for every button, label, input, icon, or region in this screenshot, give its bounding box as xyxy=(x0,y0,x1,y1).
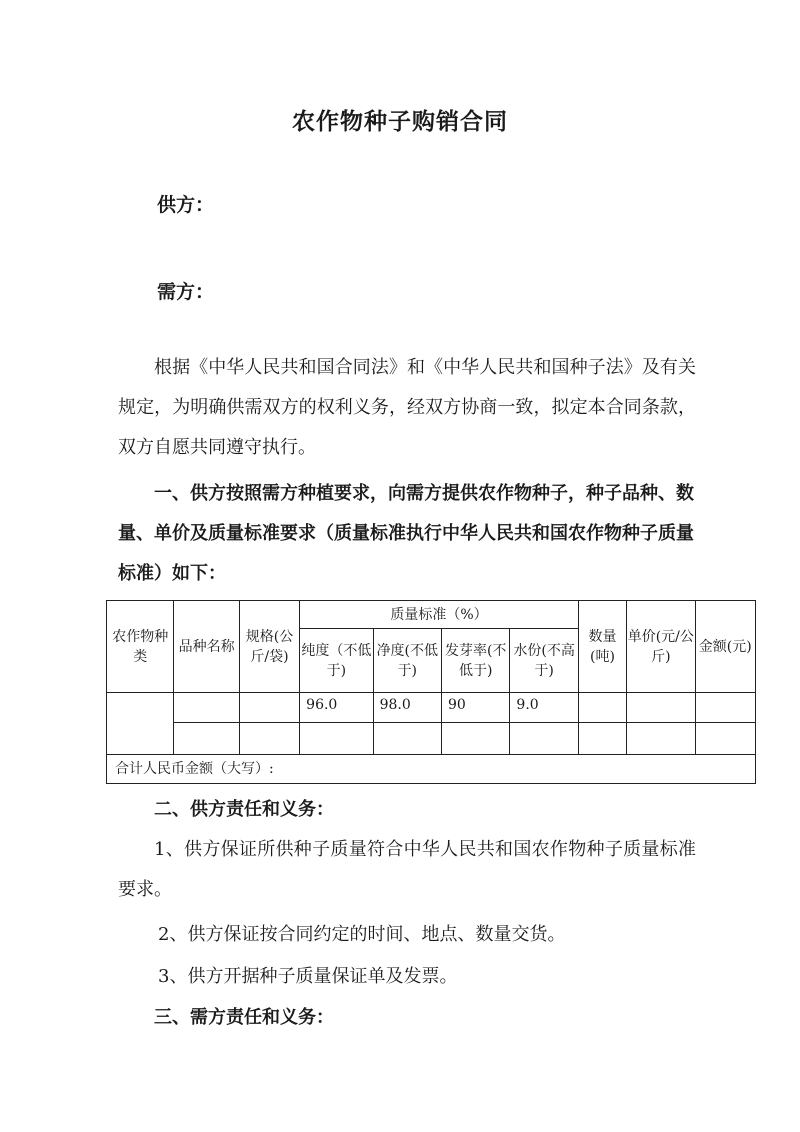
supplier-label: 供方： xyxy=(157,194,215,216)
header-purity: 纯度（不低于) xyxy=(300,629,373,693)
header-unit-price: 单价(元/公斤) xyxy=(627,601,695,693)
total-amount-row: 合计人民币金额（大写）: xyxy=(107,755,756,784)
header-amount: 金额(元) xyxy=(695,601,755,693)
buyer-label: 需方： xyxy=(157,281,215,303)
cell-amount xyxy=(695,693,755,723)
cell-clarity xyxy=(373,723,441,755)
header-variety: 品种名称 xyxy=(174,601,239,693)
cell-unit-price xyxy=(627,723,695,755)
cell-crop xyxy=(107,693,174,755)
cell-purity xyxy=(300,723,373,755)
header-quantity: 数量(吨) xyxy=(578,601,626,693)
cell-unit-price xyxy=(627,693,695,723)
cell-moisture: 9.0 xyxy=(510,693,578,723)
header-moisture: 水份(不高于) xyxy=(510,629,578,693)
section-3-heading: 三、需方责任和义务： xyxy=(154,1007,334,1028)
document-title: 农作物种子购销合同 xyxy=(292,109,508,135)
cell-clarity: 98.0 xyxy=(373,693,441,723)
cell-quantity xyxy=(578,723,626,755)
cell-purity: 96.0 xyxy=(300,693,373,723)
cell-quantity xyxy=(578,693,626,723)
cell-amount xyxy=(695,723,755,755)
section-2-item-3: 3、供方开据种子质量保证单及发票。 xyxy=(158,966,458,987)
header-crop: 农作物种类 xyxy=(107,601,174,693)
header-clarity: 净度(不低于) xyxy=(373,629,441,693)
table-row xyxy=(107,693,756,723)
cell-variety xyxy=(174,723,239,755)
cell-germination xyxy=(442,723,510,755)
cell-spec xyxy=(239,693,299,723)
table-row xyxy=(107,723,756,755)
seed-table xyxy=(106,600,756,784)
header-spec: 规格(公斤/袋) xyxy=(239,601,299,693)
cell-variety xyxy=(174,693,239,723)
section-2-item-2: 2、供方保证按合同约定的时间、地点、数量交货。 xyxy=(158,924,566,945)
cell-germination: 90 xyxy=(442,693,510,723)
header-quality: 质量标准（%） xyxy=(300,601,579,629)
section-1-paragraph: 一、供方按照需方种植要求，向需方提供农作物种子，种子品种、数量、单价及质量标准要求（质量标准执行中华人民共和国农作物种子质量标准）如下： xyxy=(118,483,694,584)
section-2-item-1: 1、供方保证所供种子质量符合中华人民共和国农作物种子质量标准要求。 xyxy=(118,839,696,900)
section-2-heading: 二、供方责任和义务： xyxy=(154,799,334,820)
cell-spec xyxy=(239,723,299,755)
header-germination: 发芽率(不低于) xyxy=(442,629,510,693)
cell-moisture xyxy=(510,723,578,755)
intro-paragraph: 根据《中华人民共和国合同法》和《中华人民共和国种子法》及有关规定，为明确供需双方的权利义务，经双方协商一致，拟定本合同条款，双方自愿共同遵守执行。 xyxy=(118,357,696,458)
